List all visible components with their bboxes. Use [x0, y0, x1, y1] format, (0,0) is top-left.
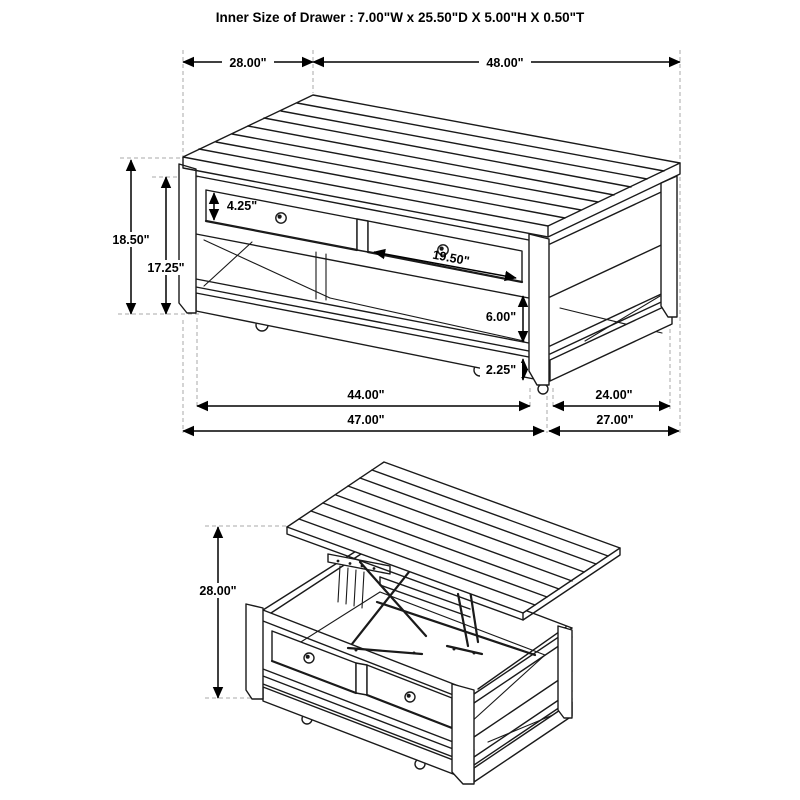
leg-front-middle — [452, 684, 474, 784]
leg-back-right — [558, 626, 572, 718]
leg-front-left — [179, 164, 196, 313]
dim-label-overall-length: 47.00" — [347, 413, 385, 427]
assembled-table — [179, 95, 680, 394]
plinth-side — [550, 303, 672, 381]
dim-label-side-span: 24.00" — [595, 388, 633, 402]
leg-back-right — [661, 176, 677, 317]
drawing-title: Inner Size of Drawer : 7.00"W x 25.50"D X 5.00"H X 0.50"T — [215, 10, 585, 25]
dim-label-top-length: 48.00" — [486, 56, 524, 70]
lift-dimensions — [192, 527, 245, 698]
dim-label-overall-height: 18.50" — [112, 233, 150, 247]
dim-label-case-height: 17.25" — [147, 261, 185, 275]
dim-label-plinth-height: 2.25" — [485, 363, 517, 377]
dim-label-shelf-length: 44.00" — [347, 388, 385, 402]
dim-label-drawer-width: 19.50" — [431, 247, 471, 269]
drawer-divider — [357, 219, 368, 252]
dim-label-overall-depth: 27.00" — [596, 413, 634, 427]
lift-top-view — [192, 462, 620, 784]
drawer-knob-icon — [276, 213, 286, 223]
drawer-divider — [356, 663, 367, 695]
dim-label-drawer-face-height: 4.25" — [226, 199, 258, 213]
assembled-view — [105, 50, 680, 433]
leg-front-middle — [529, 234, 549, 385]
drawer-knob-icon — [405, 692, 415, 702]
dim-label-open-height: 28.00" — [199, 584, 237, 598]
dim-label-shelf-clearance: 6.00" — [485, 310, 517, 324]
drawer-knob-icon — [304, 653, 314, 663]
lifted-tabletop — [287, 462, 620, 620]
lift-mechanism-right — [447, 590, 482, 655]
leg-front-left — [246, 604, 263, 699]
dim-label-top-depth: 28.00" — [229, 56, 267, 70]
